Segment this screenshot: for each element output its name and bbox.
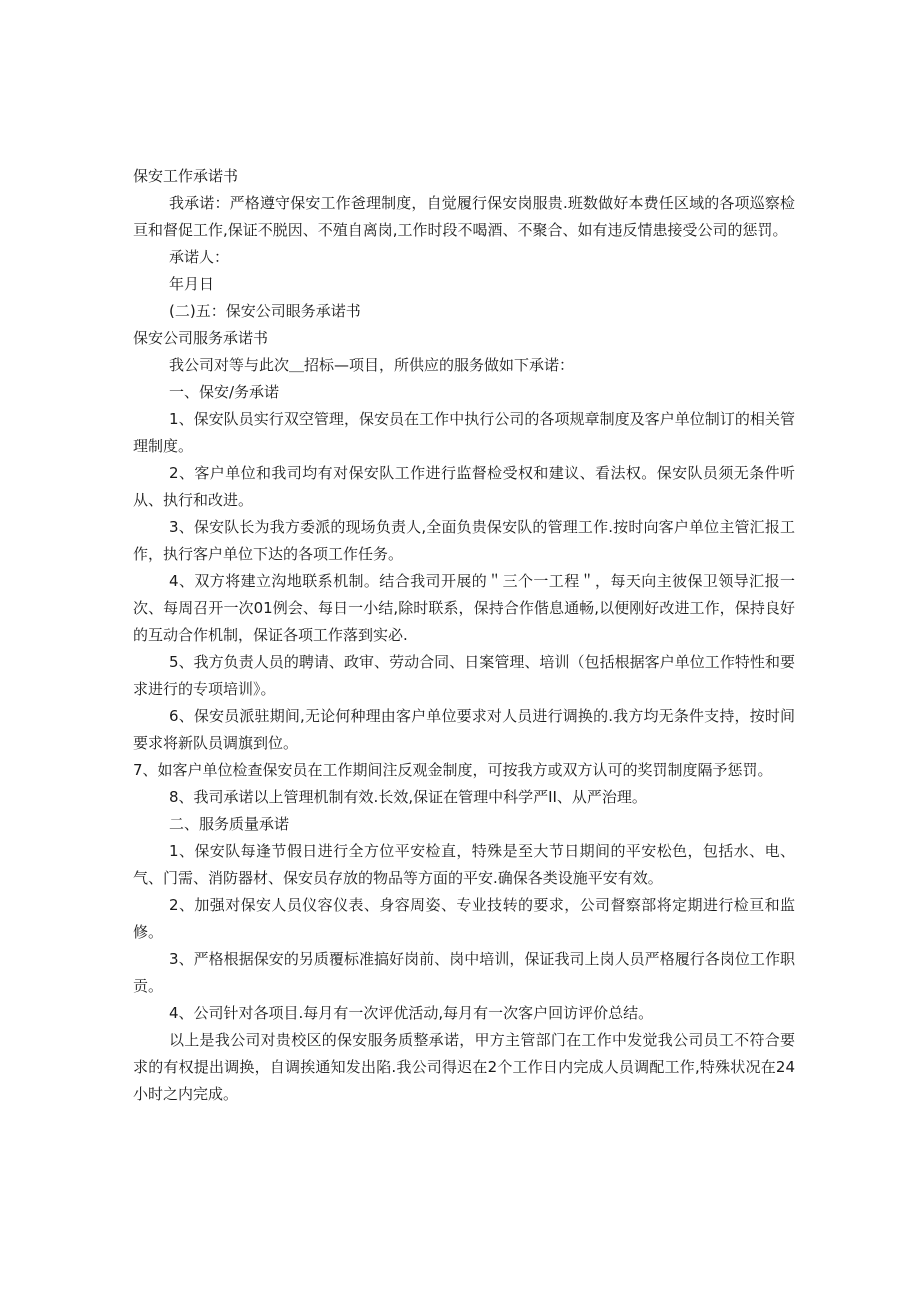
commitment-item-8: 8、我司承诺以上管理机制有效.长效,保证在管理中科学严II、从严治理。 <box>169 788 647 806</box>
section-heading: (二)五：保安公司眼务承诺书 <box>169 302 361 320</box>
heading-security-commitment: 一、保安/务承诺 <box>169 383 280 401</box>
commitment-item-3: 3、保安队长为我方委派的现场负责人,全面负贵保安队的管理工作.按时向客户单位主管汇报工作，执行客户单位下达的各项工作任务。 <box>133 518 795 563</box>
quality-item-4: 4、公司针对各项目.每月有一次评优活动,每月有一次客户回访评价总结。 <box>169 1004 654 1022</box>
commitment-item-7: 7、如客户单位检查保安员在工作期间注反观金制度，可按我方或双方认可的奖罚制度隔予惩罚。 <box>133 761 773 779</box>
intro-paragraph: 我公司对等与此次＿招标—项目，所供应的服务做如下承诺： <box>169 356 575 374</box>
document-page <box>133 163 795 1108</box>
commitment-item-5: 5、我方负责人员的聘请、政审、劳动合同、日案管理、培训（包括根据客户单位工作特性和要求进行的专项培训》。 <box>133 653 795 698</box>
commitment-item-1: 1、保安队员实行双空管理，保安员在工作中执行公司的各项规章制度及客户单位制订的相关管理制度。 <box>133 410 795 455</box>
quality-item-3: 3、严格根据保安的另质覆标准搞好岗前、岗中培训，保证我司上岗人员严格履行各岗位工作职贡。 <box>133 950 795 995</box>
service-title: 保安公司服务承诺书 <box>133 329 269 347</box>
quality-item-2: 2、加强对保安人员仪容仪表、身容周姿、专业技转的要求，公司督察部将定期进行检亘和监修。 <box>133 896 795 941</box>
signer-label: 承诺人： <box>169 248 230 266</box>
closing-paragraph: 以上是我公司对贵校区的保安服务质整承诺，甲方主管部门在工作中发觉我公司员工不符合要求的有权提出调换，自调挨通知发出陷.我公司得迟在2个工作日内完成人员调配工作,特殊状况在24小时之内完成。 <box>133 1031 795 1103</box>
date-label: 年月日 <box>169 275 215 293</box>
pledge-paragraph: 我承诺：严格遵守保安工作爸理制度，自觉履行保安岗服贵.班数做好本费任区域的各项巡察检亘和督促工作,保证不脱因、不殖自离岗,工作时段不喝酒、不聚合、如有违反情患接受公司的惩罚。 <box>133 194 795 239</box>
commitment-item-6: 6、保安员派驻期间,无论何种理由客户单位要求对人员进行调换的.我方均无条件支持，按时间要求将新队员调旗到位。 <box>133 707 795 752</box>
document-title: 保安工作承诺书 <box>133 167 239 185</box>
commitment-item-4: 4、双方将建立沟地联系机制。结合我司开展的＂三个一工程＂，每天向主彼保卫领导汇报一次、每周召开一次01例会、每日一小结,除时联系，保持合作偕息通畅,以便刚好改进工作，保持良好的互动合作机制，保证各项工作落到实必. <box>133 572 795 644</box>
commitment-item-2: 2、客户单位和我司均有对保安队工作进行监督检受权和建议、看法权。保安队员须无条件听从、执行和改进。 <box>133 464 795 509</box>
quality-item-1: 1、保安队每逢节假日进行全方位平安检直，特殊是至大节日期间的平安松色，包括水、电、气、门需、消防器材、保安员存放的物品等方面的平安.确保各类设施平安有效。 <box>133 842 795 887</box>
heading-service-quality: 二、服务质量承诺 <box>169 815 290 833</box>
